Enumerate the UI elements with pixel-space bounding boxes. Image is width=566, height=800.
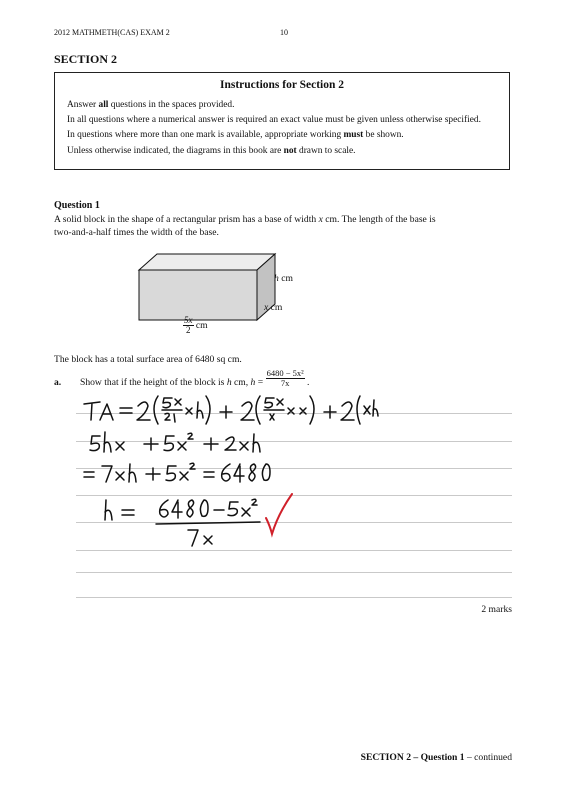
part-a-label: a. [54, 377, 62, 388]
section-title: SECTION 2 [54, 52, 118, 66]
instruction-3: In questions where more than one mark is available, appropriate working must be shown. [67, 130, 404, 141]
answer-line [76, 597, 512, 598]
handwriting-line-3 [84, 463, 270, 482]
handwriting-line-2 [90, 432, 260, 452]
exam-header-title: 2012 MATHMETH(CAS) EXAM 2 [54, 28, 170, 37]
width-label: x cm [264, 302, 283, 313]
question-text: A solid block in the shape of a rectangular prism has a base of width x cm. The length of the base is two-and-a-half times the width of the base. [54, 214, 436, 238]
surface-area-statement: The block has a total surface area of 6480 sq cm. [54, 354, 242, 365]
page-footer: SECTION 2 – Question 1 – continued [360, 752, 512, 763]
page-number: 10 [280, 28, 288, 37]
height-label: h cm [274, 273, 293, 284]
handwritten-working [80, 392, 380, 552]
prism-top-face [139, 254, 275, 270]
length-label: $\frac{5x}{2}$ cm [184, 315, 208, 335]
question-title: Question 1 [54, 200, 100, 211]
instruction-2: In all questions where a numerical answer is required an exact value must be given unless otherwise specified. [67, 115, 481, 126]
handwriting-line-1 [84, 396, 378, 424]
instruction-1: Answer all questions in the spaces provided. [67, 100, 235, 110]
instructions-list [67, 99, 499, 160]
check-mark-icon [262, 490, 296, 540]
part-a-question: Show that if the height of the block is h cm, h = $\frac{\text{6480 − 5x²}}{7x}$ . [80, 368, 310, 389]
prism-diagram [125, 248, 325, 348]
instruction-4: Unless otherwise indicated, the diagrams in this book are not drawn to scale. [67, 145, 356, 156]
instructions-box [54, 72, 510, 170]
prism-front-face [139, 270, 257, 320]
marks-label: 2 marks [481, 604, 512, 615]
handwriting-line-4 [105, 499, 260, 546]
instructions-title: Instructions for Section 2 [219, 79, 345, 91]
answer-line [76, 572, 512, 573]
